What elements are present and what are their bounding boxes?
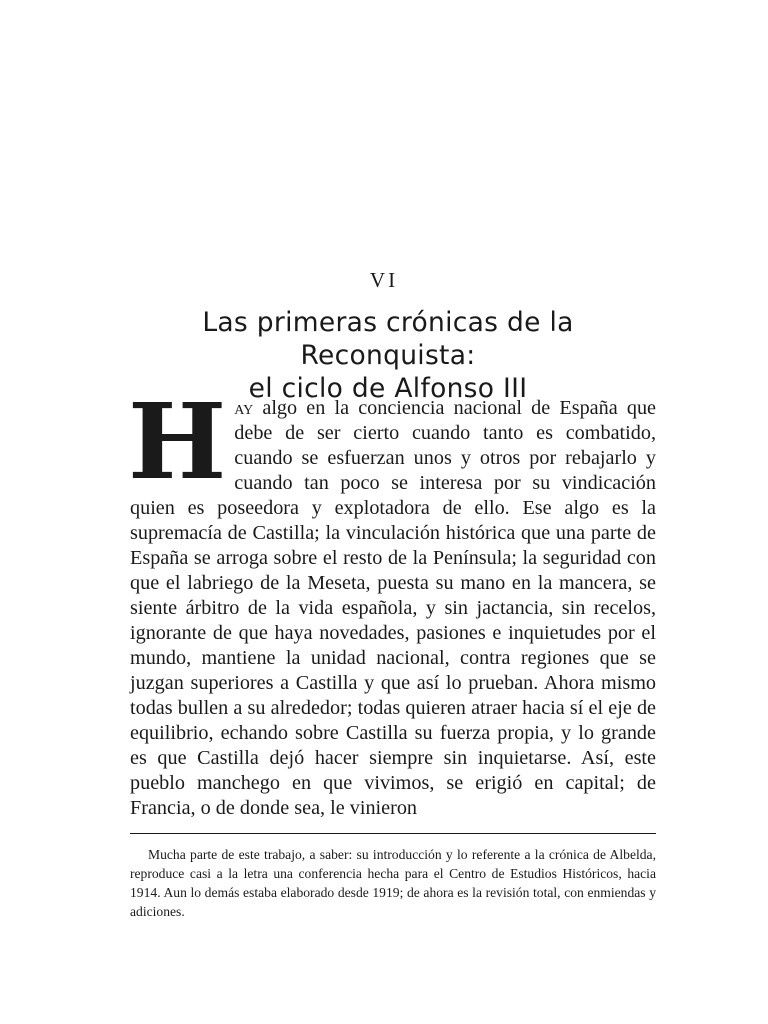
chapter-number: VI (369, 268, 399, 292)
paragraph-text: algo en la conciencia nacional de España que debe de ser cierto cuando tanto es combatido, cuando se esfuerzan unos y otros por rebajarlo y cuando tan poco se interesa por su vindicación quien es poseedora y explotadora de ello. Ese algo es la supremacía de Castilla; la vinculación histórica que una parte de España se arroga sobre el resto de la Península; la seguridad con que el labriego de la Meseta, puesta su mano en la mancera, se siente árbitro de la vida española, y sin jactancia, sin recelos, ignorante de que haya novedades, pasiones e inquietudes por el mundo, mantiene la unidad nacional, contra regiones que se juzgan superiores a Castilla y que así lo prueban. Ahora mismo todas bullen a su alrededor; todas quieren atraer hacia sí el eje de equilibrio, echando sobre Castilla su fuerza propia, y lo grande es que Castilla dejó hacer siempre sin inquietarse. Así, este pueblo manchego en que vivimos, se erigió en capital; de Francia, o de donde sea, le vinieron (130, 397, 656, 819)
first-word-small-caps: ay (234, 397, 254, 419)
drop-cap-initial: H (128, 380, 227, 503)
chapter-title-line-1: Las primeras crónicas de la Reconquista: (202, 307, 574, 371)
footnote-divider (130, 833, 656, 834)
chapter-title-line-2: el ciclo de Alfonso III (248, 373, 528, 404)
footnote: Mucha parte de este trabajo, a saber: su introducción y lo referente a la crónica de Albelda, reproduce casi a la letra una conferencia hecha para el Centro de Estudios Históricos, hacia 1914. Aun lo demás estaba elaborado desde 1919; de ahora es la revisión total, con enmiendas y adiciones. (130, 847, 656, 919)
